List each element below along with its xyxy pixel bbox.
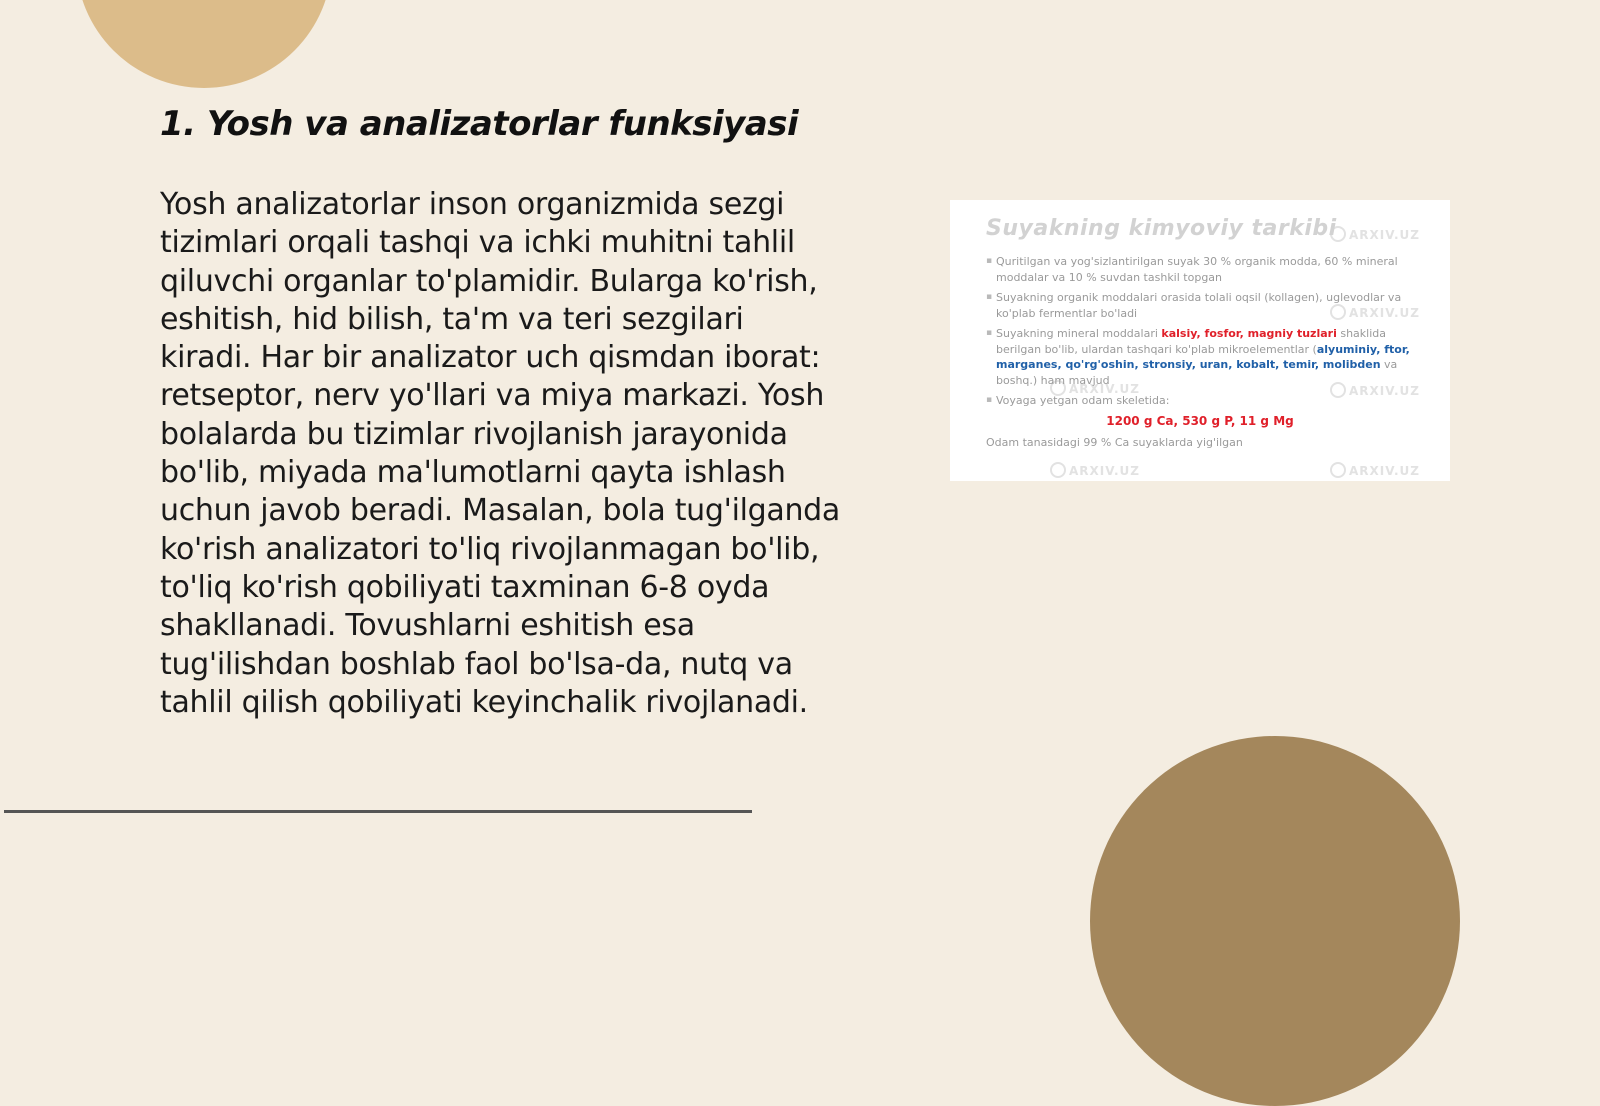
watermark: ARXIV.UZ [1330,304,1420,320]
mineral-composition: 1200 g Ca, 530 g P, 11 g Mg [1106,414,1294,428]
image-bullet-list [986,254,1416,414]
list-item-text: shaklida berilgan bo'lib, ulardan tashqari ko'plab mikroelementlar ( [996,327,1387,356]
watermark: ARXIV.UZ [1050,462,1140,478]
watermark: ARXIV.UZ [1330,462,1420,478]
watermark: ARXIV.UZ [1330,382,1420,398]
highlight-red-text: kalsiy, fosfor, magniy tuzlari [1161,327,1337,340]
decorative-circle-top [76,0,332,88]
list-item: ▪ Voyaga yetgan odam skeletida: [986,393,1416,409]
list-item: ▪ Suyakning organik moddalari orasida tolali oqsil (kollagen), uglevodlar va ko'plab fermentlar bo'ladi [986,290,1416,321]
list-item: ▪ Quritilgan va yog'sizlantirilgan suyak 30 % organik modda, 60 % mineral moddalar va 10 % suvdan tashkil topgan [986,254,1416,285]
slide-body-text: Yosh analizatorlar inson organizmida sezgi tizimlari orqali tashqi va ichki muhitni tahlil qiluvchi organlar to'plamidir. Bularga ko'rish, eshitish, hid bilish, ta'm va teri sezgilari kiradi. Har bir analizator uch qismdan iborat: retseptor, nerv yo'llari va miya markazi. Yosh bolalarda bu tizimlar rivojlanish jarayonida bo'lib, miyada ma'lumotlarni qayta ishlash uchun javob beradi. Masalan, bola tug'ilganda ko'rish analizatori to'liq rivojlanmagan bo'lib, to'liq ko'rish qobiliyati taxminan 6-8 oyda shakllanadi. Tovushlarni eshitish esa tug'ilishdan boshlab faol bo'lsa-da, nutq va tahlil qilish qobiliyati keyinchalik rivojlanadi. [160,187,841,720]
watermark: ARXIV.UZ [1330,226,1420,242]
divider-line [4,810,752,813]
decorative-circle-bottom [1090,736,1460,1106]
list-item-text: va boshq.) ham mavjud [996,358,1398,387]
image-title: Suyakning kimyoviy tarkibi [986,216,1337,241]
list-item [986,326,1416,388]
slide-title: 1. Yosh va analizatorlar funksiyasi [160,104,799,144]
watermark: ARXIV.UZ [1050,380,1140,396]
bone-composition-image [950,200,1450,481]
highlight-blue-text: alyuminiy, ftor, marganes, qo'rg'oshin, stronsiy, uran, kobalt, temir, molibden [996,342,1410,371]
image-footer-text: Odam tanasidagi 99 % Ca suyaklarda yig'ilgan [986,436,1243,449]
list-item-text: Suyakning mineral moddalari [996,327,1162,340]
